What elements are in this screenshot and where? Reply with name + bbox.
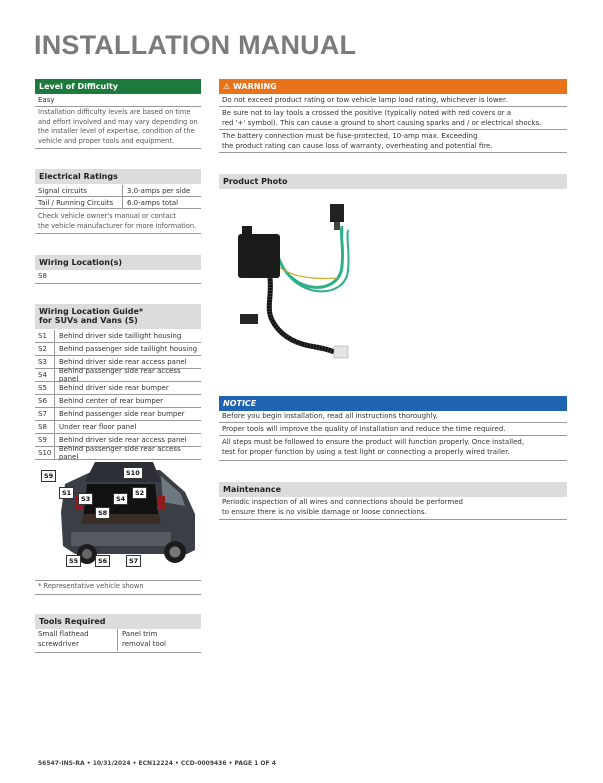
- table-row: S9 Behind driver side rear access panel: [35, 434, 201, 447]
- callout-label: S7: [126, 555, 141, 567]
- warning-heading: ⚠ WARNING: [219, 79, 567, 94]
- table-row: S10 Behind passenger side rear access panel: [35, 447, 201, 460]
- notice-line: Before you begin installation, read all instructions thoroughly.: [222, 412, 438, 420]
- callout-label: S8: [95, 507, 110, 519]
- guide-table: [35, 330, 201, 460]
- table-row: S8 Under rear floor panel: [35, 421, 201, 434]
- table-row: S1 Behind driver side taillight housing: [35, 330, 201, 343]
- callout-label: S4: [113, 493, 128, 505]
- table-row: Signal circuits 3.0-amps per side: [35, 185, 201, 197]
- electrical-note: Check vehicle owner's manual or contact the vehicle manufacturer for more information.: [38, 212, 197, 230]
- electrical-heading: Electrical Ratings: [35, 169, 201, 184]
- table-row: S5 Behind driver side rear bumper: [35, 382, 201, 395]
- product-photo-heading: Product Photo: [219, 174, 567, 189]
- difficulty-level: Easy: [38, 96, 55, 104]
- divider: [219, 106, 567, 107]
- table-row: S6 Behind center of rear bumper: [35, 395, 201, 408]
- guide-heading: Wiring Location Guide* for SUVs and Vans (S): [35, 304, 201, 329]
- page-title: INSTALLATION MANUAL: [34, 30, 357, 60]
- maintenance-text: Periodic inspection of all wires and connections should be performed to ensure there is no visible damage or loose connections.: [222, 498, 463, 516]
- notice-line: Proper tools will improve the quality of installation and reduce the time required.: [222, 425, 506, 433]
- table-row: S4 Behind passenger side rear access panel: [35, 369, 201, 382]
- footer-document-id: 56547-INS-RA • 10/31/2024 • ECN12224 • CCD-0009436 • PAGE 1 OF 4: [38, 760, 276, 767]
- divider: [219, 460, 567, 461]
- wiring-location-heading: Wiring Location(s): [35, 255, 201, 270]
- difficulty-description: Installation difficulty levels are based on time and effort involved and may vary depending on the installer level of expertise, condition of the vehicle and proper tools and equipment.: [38, 108, 198, 145]
- divider: [219, 422, 567, 423]
- electrical-table: [35, 185, 201, 209]
- divider: [35, 652, 201, 653]
- maintenance-heading: Maintenance: [219, 482, 567, 497]
- callout-label: S5: [66, 555, 81, 567]
- callout-label: S1: [59, 487, 74, 499]
- divider: [35, 148, 201, 149]
- notice-line: All steps must be followed to ensure the product will function properly. Once installed, test for proper function by using a test light or connecting a properly wired trailer.: [222, 438, 525, 456]
- vehicle-footnote: * Representative vehicle shown: [38, 582, 144, 590]
- product-photo: [230, 196, 370, 366]
- divider: [219, 435, 567, 436]
- difficulty-heading: Level of Difficulty: [35, 79, 201, 94]
- table-row: S7 Behind passenger side rear bumper: [35, 408, 201, 421]
- suv-rear-image: [35, 462, 201, 574]
- divider: [219, 519, 567, 520]
- wiring-harness-image: [230, 196, 370, 366]
- callout-label: S3: [78, 493, 93, 505]
- divider: [35, 106, 201, 107]
- warning-line: Do not exceed product rating or tow vehicle lamp load rating, whichever is lower.: [222, 96, 508, 104]
- divider: [35, 233, 201, 234]
- warning-line: The battery connection must be fuse-protected, 10-amp max. Exceeding the product rating can cause loss of warranty, overheating and potential fire.: [222, 132, 493, 150]
- callout-label: S10: [123, 467, 143, 479]
- vehicle-illustration: [35, 462, 201, 574]
- divider: [219, 129, 567, 130]
- callout-label: S9: [41, 470, 56, 482]
- callout-label: S2: [132, 487, 147, 499]
- divider: [35, 594, 201, 595]
- tool-item: Panel trim removal tool: [122, 630, 166, 648]
- table-row: S2 Behind passenger side taillight housing: [35, 343, 201, 356]
- table-row: S3 Behind driver side rear access panel: [35, 356, 201, 369]
- warning-line: Be sure not to lay tools a crossed the positive (typically noted with red covers or a red '+' symbol). This can cause a ground to short causing sparks and / or electrical shocks.: [222, 109, 542, 127]
- divider: [35, 283, 201, 284]
- wiring-location-value: S8: [38, 272, 47, 280]
- callout-label: S6: [95, 555, 110, 567]
- divider: [219, 152, 567, 153]
- tools-heading: Tools Required: [35, 614, 201, 629]
- divider: [35, 580, 201, 581]
- tool-item: Small flathead screwdriver: [35, 629, 118, 651]
- notice-heading: NOTICE: [219, 396, 567, 411]
- table-row: Tail / Running Circuits 6.0-amps total: [35, 197, 201, 209]
- tools-list: [35, 629, 201, 651]
